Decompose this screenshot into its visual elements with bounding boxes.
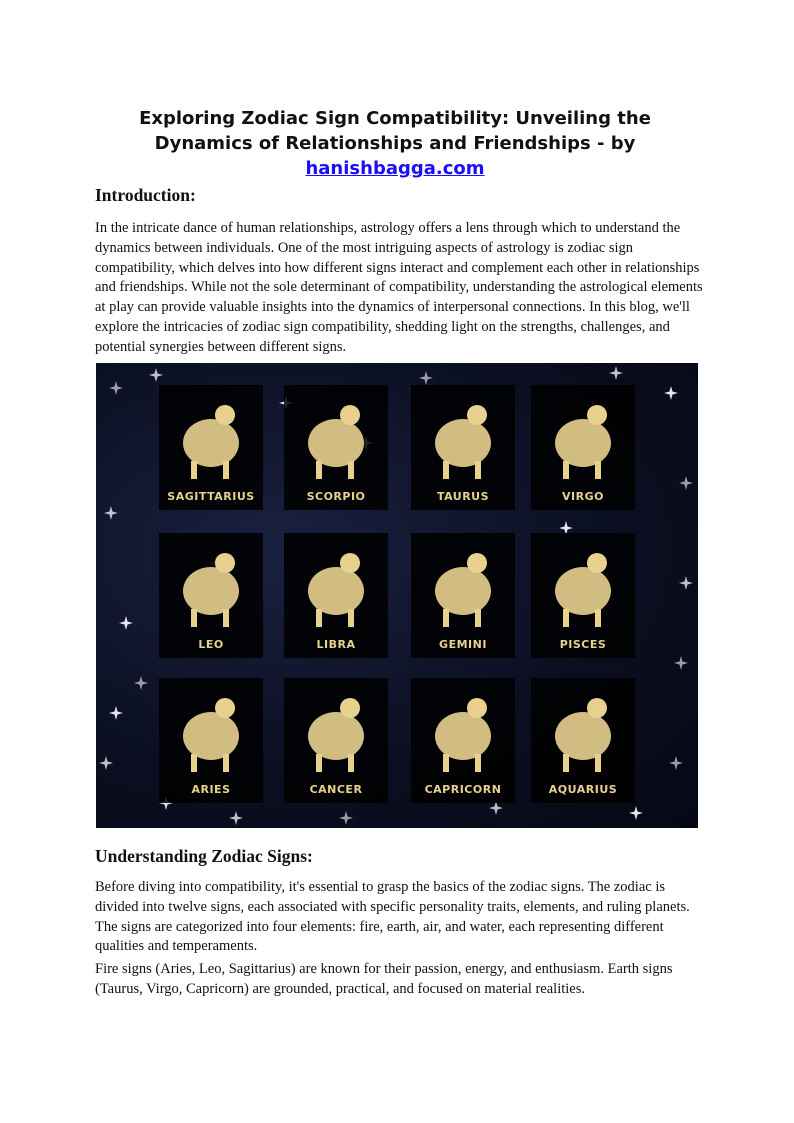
title-text: Exploring Zodiac Sign Compatibility: Unveiling the Dynamics of Relationships and Friendships - by (139, 108, 651, 154)
star-decoration (419, 371, 433, 385)
zodiac-sign-taurus (411, 385, 515, 510)
sign-figure-icon (435, 419, 491, 467)
sign-label: CANCER (309, 783, 363, 796)
sign-figure-leg (443, 461, 449, 479)
zodiac-sign-capricorn (411, 678, 515, 803)
sign-label: LIBRA (316, 638, 356, 651)
sign-label: GEMINI (439, 638, 487, 651)
star-decoration (674, 656, 688, 670)
sign-figure-head (587, 553, 607, 573)
sign-label: SCORPIO (306, 490, 366, 503)
sign-figure-leg (475, 754, 481, 772)
star-decoration (559, 521, 573, 535)
sign-figure-leg (475, 609, 481, 627)
sign-label: ARIES (191, 783, 231, 796)
zodiac-sign-sagittarius (159, 385, 263, 510)
zodiac-sign-cancer (284, 678, 388, 803)
sign-figure-leg (563, 461, 569, 479)
zodiac-grid (96, 363, 698, 828)
sign-figure-leg (443, 609, 449, 627)
sign-figure-leg (563, 609, 569, 627)
sign-figure-head (340, 405, 360, 425)
intro-heading: Introduction: (95, 185, 196, 205)
sign-figure-icon (555, 419, 611, 467)
sign-figure-leg (348, 754, 354, 772)
sign-figure-head (467, 698, 487, 718)
zodiac-sign-libra (284, 533, 388, 658)
sign-figure-leg (316, 754, 322, 772)
sign-figure-leg (348, 461, 354, 479)
sign-figure-leg (191, 754, 197, 772)
zodiac-sign-scorpio (284, 385, 388, 510)
star-decoration (104, 506, 118, 520)
sign-label: PISCES (559, 638, 607, 651)
sign-figure-icon (308, 419, 364, 467)
sign-figure-head (587, 405, 607, 425)
intro-paragraph: In the intricate dance of human relationships, astrology offers a lens through which to understand the dynamics between individuals. One of the most intriguing aspects of astrology is zodiac sign compatibility, which delves into how different signs interact and complement each other in relationships and friendships. While not the sole determinant of compatibility, understanding the astrological elements at play can provide valuable insights into the dynamics of interpersonal connections. In this blog, we'll explore the intricacies of zodiac sign compatibility, shedding light on the strengths, challenges, and potential synergies between different signs. (95, 220, 703, 355)
section-heading-understanding: Understanding Zodiac Signs: (95, 846, 313, 866)
sign-label: LEO (198, 638, 224, 651)
sign-figure-head (340, 553, 360, 573)
sign-figure-leg (475, 461, 481, 479)
zodiac-sign-aquarius (531, 678, 635, 803)
star-decoration (109, 381, 123, 395)
sign-figure-head (215, 553, 235, 573)
section-paragraph-1: Before diving into compatibility, it's essential to grasp the basics of the zodiac signs. The zodiac is divided into twelve signs, each associated with specific personality traits, elements, and ruling planets. The signs are categorized into four elements: fire, earth, air, and water, each representing different qualities and temperaments. (95, 879, 690, 955)
sign-figure-icon (435, 712, 491, 760)
star-decoration (99, 756, 113, 770)
sign-label: CAPRICORN (424, 783, 502, 796)
sign-figure-leg (316, 461, 322, 479)
sign-figure-leg (595, 461, 601, 479)
star-decoration (679, 576, 693, 590)
sign-figure-icon (308, 712, 364, 760)
zodiac-sign-leo (159, 533, 263, 658)
sign-label: AQUARIUS (548, 783, 618, 796)
sign-figure-leg (191, 609, 197, 627)
star-decoration (134, 676, 148, 690)
zodiac-sign-virgo (531, 385, 635, 510)
sign-figure-icon (435, 567, 491, 615)
sign-figure-leg (348, 609, 354, 627)
zodiac-sign-aries (159, 678, 263, 803)
sign-figure-leg (563, 754, 569, 772)
sign-figure-leg (223, 609, 229, 627)
star-decoration (609, 366, 623, 380)
sign-label: SAGITTARIUS (167, 490, 255, 503)
sign-figure-leg (316, 609, 322, 627)
sign-figure-leg (223, 461, 229, 479)
sign-figure-icon (183, 419, 239, 467)
sign-figure-head (587, 698, 607, 718)
sign-figure-icon (555, 567, 611, 615)
zodiac-sign-gemini (411, 533, 515, 658)
sign-figure-head (215, 698, 235, 718)
sign-figure-head (340, 698, 360, 718)
site-link[interactable]: hanishbagga.com (305, 158, 485, 179)
star-decoration (669, 756, 683, 770)
star-decoration (489, 801, 503, 815)
zodiac-sign-pisces (531, 533, 635, 658)
sign-figure-leg (595, 609, 601, 627)
sign-figure-icon (308, 567, 364, 615)
zodiac-signs-image (96, 363, 698, 828)
star-decoration (109, 706, 123, 720)
sign-figure-icon (183, 567, 239, 615)
page-title (95, 106, 695, 181)
sign-label: VIRGO (562, 490, 604, 503)
star-decoration (119, 616, 133, 630)
star-decoration (629, 806, 643, 820)
section-paragraph-2: Fire signs (Aries, Leo, Sagittarius) are known for their passion, energy, and enthusiasm. Earth signs (Taurus, Virgo, Capricorn) are grounded, practical, and focused on material realities. (95, 961, 673, 997)
sign-figure-leg (191, 461, 197, 479)
star-decoration (664, 386, 678, 400)
sign-figure-icon (183, 712, 239, 760)
sign-figure-leg (443, 754, 449, 772)
sign-figure-icon (555, 712, 611, 760)
sign-figure-head (467, 405, 487, 425)
sign-figure-head (215, 405, 235, 425)
star-decoration (229, 811, 243, 825)
sign-label: TAURUS (436, 490, 490, 503)
sign-figure-head (467, 553, 487, 573)
star-decoration (149, 368, 163, 382)
star-decoration (679, 476, 693, 490)
sign-figure-leg (595, 754, 601, 772)
star-decoration (339, 811, 353, 825)
sign-figure-leg (223, 754, 229, 772)
